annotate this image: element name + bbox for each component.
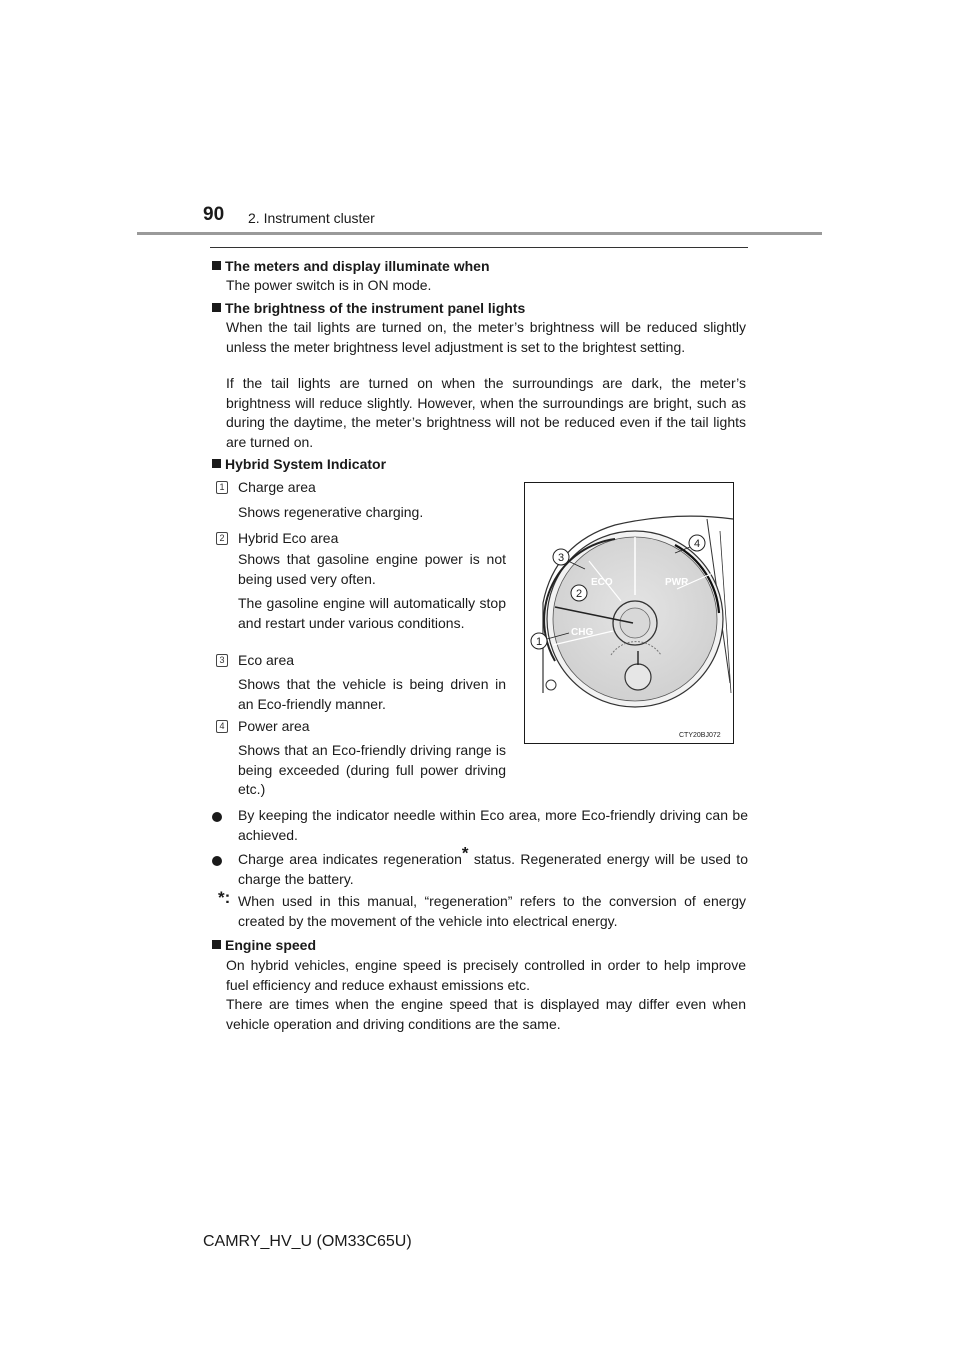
brightness-para-2: If the tail lights are turned on when the surroundings are dark, the meter’s brightness will reduce slightly. However, when the surroundings are bright, such as during the daytime, the meter’s brightness will not be reduced even if the tail lights are turned on. xyxy=(226,375,746,450)
square-bullet-icon xyxy=(212,459,221,468)
bullet-dot-icon xyxy=(212,856,222,866)
item-number-2: 2 xyxy=(216,532,228,545)
square-bullet-icon xyxy=(212,940,221,949)
callout-2 xyxy=(571,585,587,601)
item-desc-eco: Shows that the vehicle is being driven in an Eco-friendly manner. xyxy=(238,676,506,712)
item-desc-charge: Shows regenerative charging. xyxy=(238,504,424,520)
item-desc-power: Shows that an Eco-friendly driving range is being exceeded (during full power driving etc.) xyxy=(238,742,506,797)
svg-text:3: 3 xyxy=(557,552,565,564)
heading-meters: The meters and display illuminate when xyxy=(212,257,748,275)
footnote-text: When used in this manual, “regeneration” refers to the conversion of energy created by the movement of the vehicle into electrical energy. xyxy=(238,893,746,929)
heading-engine: Engine speed xyxy=(212,936,748,954)
footer-model-code: CAMRY_HV_U (OM33C65U) xyxy=(203,1233,412,1250)
item-number-3: 3 xyxy=(216,654,228,667)
figure-code: CTY20BJ072 xyxy=(679,732,721,739)
svg-text:2: 2 xyxy=(575,588,583,600)
item-desc-hybrid-eco-1: Shows that gasoline engine power is not being used very often. xyxy=(238,551,506,587)
bullet-charge-area: Charge area indicates regeneration* status. Regenerated energy will be used to charge the battery. xyxy=(238,843,748,887)
item-desc-hybrid-eco-2: The gasoline engine will automatically stop and restart under various conditions. xyxy=(238,595,506,631)
svg-text:1: 1 xyxy=(535,636,543,648)
asterisk-mark: * xyxy=(461,843,469,863)
square-bullet-icon xyxy=(212,261,221,270)
square-bullet-icon xyxy=(212,303,221,312)
footnote-mark: *: xyxy=(218,888,231,907)
hybrid-indicator-illustration xyxy=(525,483,733,743)
item-number-4: 4 xyxy=(216,720,228,733)
item-label-power: Power area xyxy=(238,718,310,734)
section-title: 2. Instrument cluster xyxy=(248,210,375,226)
header-rule xyxy=(137,232,822,235)
bullet-eco-needle: By keeping the indicator needle within Eco area, more Eco-friendly driving can be achieved. xyxy=(238,807,748,843)
brightness-para-1: When the tail lights are turned on, the meter’s brightness will be reduced slightly unless the meter brightness level adjustment is set to the brightest setting. xyxy=(226,319,746,355)
content-rule xyxy=(210,247,748,248)
meters-text: The power switch is in ON mode. xyxy=(226,277,432,293)
heading-hybrid: Hybrid System Indicator xyxy=(212,455,748,473)
page-number: 90 xyxy=(203,204,225,225)
label-eco: ECO xyxy=(591,577,613,588)
hybrid-indicator-figure xyxy=(524,482,734,744)
label-pwr: PWR xyxy=(665,577,689,588)
bullet-dot-icon xyxy=(212,812,222,822)
engine-para-1: On hybrid vehicles, engine speed is precisely controlled in order to help improve fuel efficiency and reduce exhaust emissions etc. xyxy=(226,957,746,993)
heading-brightness: The brightness of the instrument panel lights xyxy=(212,299,748,317)
label-chg: CHG xyxy=(571,627,594,638)
engine-para-2: There are times when the engine speed that is displayed may differ even when vehicle operation and driving conditions are the same. xyxy=(226,996,746,1032)
item-label-charge: Charge area xyxy=(238,479,316,495)
item-label-eco: Eco area xyxy=(238,652,295,668)
item-label-hybrid-eco: Hybrid Eco area xyxy=(238,530,339,546)
svg-text:4: 4 xyxy=(693,538,701,550)
item-number-1: 1 xyxy=(216,481,228,494)
